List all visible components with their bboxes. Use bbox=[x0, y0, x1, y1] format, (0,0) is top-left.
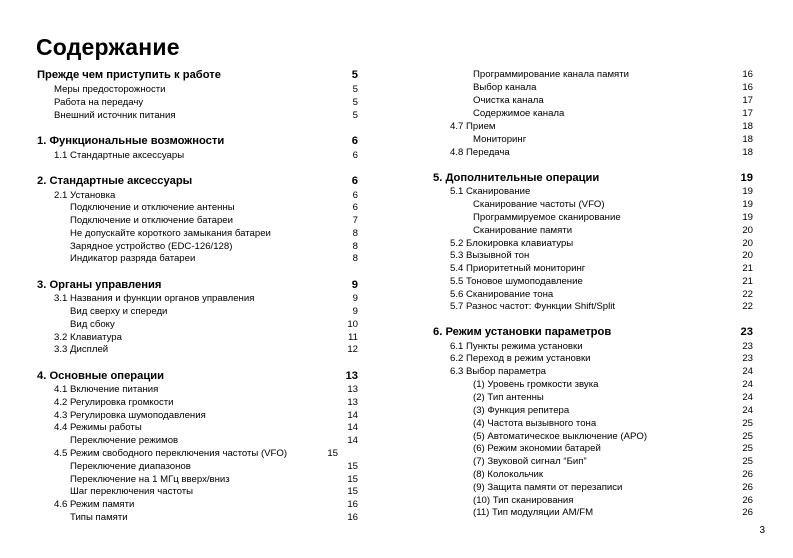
toc-subitem[interactable]: (11) Тип модуляции AM/FM 26 bbox=[473, 507, 753, 518]
toc-subitem[interactable]: Содержимое канала 17 bbox=[473, 108, 753, 119]
toc-section[interactable]: Прежде чем приступить к работе 5 bbox=[37, 69, 358, 81]
toc-item[interactable]: 6.2 Переход в режим установки 23 bbox=[450, 353, 753, 364]
toc-item[interactable]: 4.4 Режимы работы 14 bbox=[54, 422, 358, 433]
toc-subitem[interactable]: Не допускайте короткого замыкания батареи 8 bbox=[70, 228, 358, 239]
toc-item[interactable]: Меры предосторожности 5 bbox=[54, 84, 358, 95]
toc-subitem[interactable]: (1) Уровень громкости звука 24 bbox=[473, 379, 753, 390]
toc-subitem[interactable]: (3) Функция репитера 24 bbox=[473, 405, 753, 416]
toc-subitem[interactable]: Программируемое сканирование 19 bbox=[473, 212, 753, 223]
toc-subitem[interactable]: Выбор канала 16 bbox=[473, 82, 753, 93]
toc-item[interactable]: 3.1 Названия и функции органов управления 9 bbox=[54, 293, 358, 304]
toc-item[interactable]: 2.1 Установка 6 bbox=[54, 190, 358, 201]
toc-item[interactable]: 5.5 Тоновое шумоподавление 21 bbox=[450, 276, 753, 287]
toc-item[interactable]: 4.3 Регулировка шумоподавления 14 bbox=[54, 410, 358, 421]
toc-item[interactable]: 1.1 Стандартные аксессуары 6 bbox=[54, 150, 358, 161]
toc-subitem[interactable]: (4) Частота вызывного тона 25 bbox=[473, 418, 753, 429]
toc-item[interactable]: 3.3 Дисплей 12 bbox=[54, 344, 358, 355]
toc-item[interactable]: Внешний источник питания 5 bbox=[54, 110, 358, 121]
toc-item[interactable]: 5.3 Вызывной тон 20 bbox=[450, 250, 753, 261]
toc-subitem[interactable]: Подключение и отключение батареи 7 bbox=[70, 215, 358, 226]
toc-subitem[interactable]: (9) Защита памяти от перезаписи 26 bbox=[473, 482, 753, 493]
toc-item[interactable]: 6.3 Выбор параметра 24 bbox=[450, 366, 753, 377]
toc-item[interactable]: 4.1 Включение питания 13 bbox=[54, 384, 358, 395]
toc-subitem[interactable]: Подключение и отключение антенны 6 bbox=[70, 202, 358, 213]
toc-subitem[interactable]: (8) Колокольчик 26 bbox=[473, 469, 753, 480]
toc-section[interactable]: 2. Стандартные аксессуары 6 bbox=[37, 175, 358, 187]
toc-subitem[interactable]: Переключение режимов 14 bbox=[70, 435, 358, 446]
toc-subitem[interactable]: Шаг переключения частоты 15 bbox=[70, 486, 358, 497]
toc-item[interactable]: 5.6 Сканирование тона 22 bbox=[450, 289, 753, 300]
toc-subitem[interactable]: Индикатор разряда батареи 8 bbox=[70, 253, 358, 264]
toc-subitem[interactable]: (10) Тип сканирования 26 bbox=[473, 495, 753, 506]
toc-section[interactable]: 4. Основные операции 13 bbox=[37, 370, 358, 382]
toc-subitem[interactable]: (5) Автоматическое выключение (APO) 25 bbox=[473, 431, 753, 442]
toc-subitem[interactable]: Сканирование частоты (VFO) 19 bbox=[473, 199, 753, 210]
toc-item[interactable]: 3.2 Клавиатура 11 bbox=[54, 332, 358, 343]
toc-item[interactable]: 6.1 Пункты режима установки 23 bbox=[450, 341, 753, 352]
toc-subitem[interactable]: Сканирование памяти 20 bbox=[473, 225, 753, 236]
toc-item[interactable]: Работа на передачу 5 bbox=[54, 97, 358, 108]
page-number: 3 bbox=[759, 525, 765, 536]
toc-subitem[interactable]: Типы памяти 16 bbox=[70, 512, 358, 523]
toc-section[interactable]: 6. Режим установки параметров 23 bbox=[433, 326, 753, 338]
page-title: Содержание bbox=[36, 34, 180, 60]
toc-item[interactable]: 4.5 Режим свободного переключения частоты (VFO) 15 bbox=[54, 448, 338, 459]
toc-subitem[interactable]: Мониторинг 18 bbox=[473, 134, 753, 145]
toc-item[interactable]: 4.8 Передача 18 bbox=[450, 147, 753, 158]
toc-section[interactable]: 3. Органы управления 9 bbox=[37, 279, 358, 291]
toc-subitem[interactable]: Переключение на 1 МГц вверх/вниз 15 bbox=[70, 474, 358, 485]
toc-item[interactable]: 5.4 Приоритетный мониторинг 21 bbox=[450, 263, 753, 274]
toc-subitem[interactable]: Вид сверху и спереди 9 bbox=[70, 306, 358, 317]
toc-subitem[interactable]: Программирование канала памяти 16 bbox=[473, 69, 753, 80]
toc-item[interactable]: 4.6 Режим памяти 16 bbox=[54, 499, 358, 510]
toc-section[interactable]: 5. Дополнительные операции 19 bbox=[433, 172, 753, 184]
toc-item[interactable]: 5.1 Сканирование 19 bbox=[450, 186, 753, 197]
toc-item[interactable]: 5.2 Блокировка клавиатуры 20 bbox=[450, 238, 753, 249]
toc-subitem[interactable]: (6) Режим экономии батарей 25 bbox=[473, 443, 753, 454]
toc-subitem[interactable]: (2) Тип антенны 24 bbox=[473, 392, 753, 403]
toc-item[interactable]: 4.7 Прием 18 bbox=[450, 121, 753, 132]
toc-subitem[interactable]: Очистка канала 17 bbox=[473, 95, 753, 106]
toc-subitem[interactable]: Зарядное устройство (EDC-126/128) 8 bbox=[70, 241, 358, 252]
toc-section[interactable]: 1. Функциональные возможности 6 bbox=[37, 135, 358, 147]
toc-subitem[interactable]: Переключение диапазонов 15 bbox=[70, 461, 358, 472]
toc-item[interactable]: 4.2 Регулировка громкости 13 bbox=[54, 397, 358, 408]
toc-subitem[interactable]: (7) Звуковой сигнал “Бип” 25 bbox=[473, 456, 753, 467]
toc-subitem[interactable]: Вид сбоку 10 bbox=[70, 319, 358, 330]
toc-item[interactable]: 5.7 Разнос частот: Функции Shift/Split 22 bbox=[450, 301, 753, 312]
